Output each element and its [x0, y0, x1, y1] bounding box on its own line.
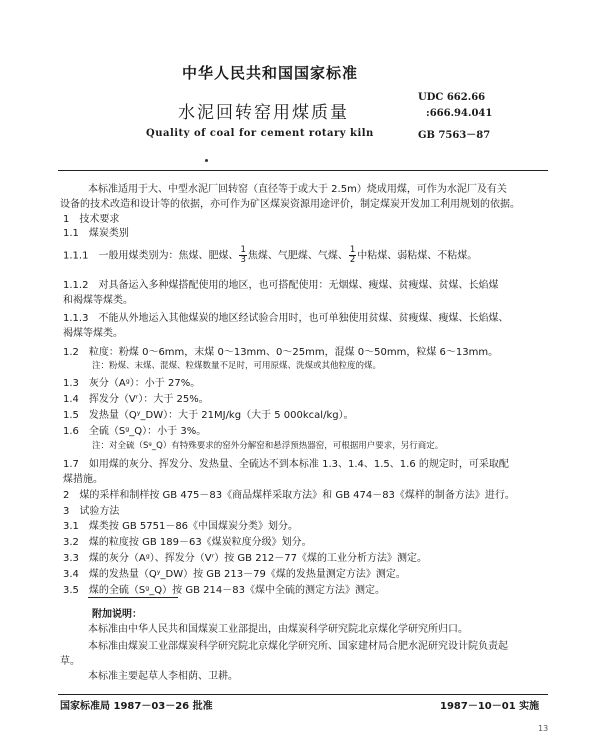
section-3-heading: 3 试验方法 — [63, 506, 120, 517]
footer-rule — [58, 694, 548, 695]
section-1-1-3-line-1: 1.1.3 不能从外地运入其他煤炭的地区经试验合用时，也可单独使用贫煤、贫瘦煤、瘦煤、长焰煤、 — [63, 313, 509, 324]
section-1-heading: 1 技术要求 — [63, 214, 120, 225]
section-1-1-1-text-b: 焦煤、气肥煤、气煤、 — [247, 250, 348, 262]
section-3-1: 3.1 煤类按 GB 5751－86《中国煤炭分类》划分。 — [63, 521, 299, 532]
page-number: 13 — [538, 724, 549, 733]
appendix-heading: 附加说明： — [92, 609, 142, 620]
section-1-3-ash: 1.3 灰分（Aᵍ）：小于 27%。 — [63, 378, 201, 389]
document-title: 水泥回转窑用煤质量 — [178, 103, 349, 123]
appendix-line-1: 本标准由中华人民共和国煤炭工业部提出，由煤炭科学研究院北京煤化学研究所归口。 — [88, 624, 468, 635]
standard-org-title: 中华人民共和国国家标准 — [182, 64, 359, 82]
note-2: 注：对全硫（Sᵍ_Q）有特殊要求的窑外分解窑和悬浮预热器窑，可根据用户要求，另行商定。 — [92, 441, 444, 451]
scan-dot — [205, 159, 208, 162]
section-1-4-volatile: 1.4 挥发分（Vʳ）：大于 25%。 — [63, 394, 209, 405]
section-1-1-2-line-1: 1.1.2 对具备运入多种煤搭配使用的地区，也可搭配使用：无烟煤、瘦煤、贫瘦煤、贫煤、长焰煤 — [63, 280, 499, 291]
section-1-1-1-text-a: 1.1.1 一般用煤类别为：焦煤、肥煤、 — [63, 250, 239, 262]
appendix-line-3: 本标准主要起草人李相荫、卫耕。 — [88, 671, 238, 682]
note-1: 注：粉煤、末煤、混煤、粒煤数量不足时，可用原煤、洗煤或其他粒度的煤。 — [92, 361, 382, 371]
header-rule — [58, 170, 548, 171]
section-1-1-heading: 1.1 煤炭类别 — [63, 228, 129, 239]
gb-number: GB 7563－87 — [418, 130, 491, 141]
section-3-5: 3.5 煤的全硫（Sᵍ_Q）按 GB 214－83《煤中全硫的测定方法》测定。 — [63, 585, 385, 596]
section-1-1-1 — [63, 246, 477, 265]
approval-date: 国家标准局 1987－03－26 批准 — [60, 701, 213, 712]
section-2-sampling: 2 煤的采样和制样按 GB 475－83《商品煤样采取方法》和 GB 474－83《煤样的制备方法》进行。 — [63, 490, 515, 501]
section-1-6-sulfur: 1.6 全硫（Sᵍ_Q）：小于 3%。 — [63, 426, 207, 437]
udc-code-cont: :666.94.041 — [426, 108, 493, 119]
appendix-rule — [88, 597, 178, 598]
section-1-1-3-line-2: 褐煤等煤类。 — [63, 328, 123, 339]
udc-code: UDC 662.66 — [418, 92, 486, 103]
document-title-en: Quality of coal for cement rotary kiln — [146, 128, 374, 139]
intro-line-1: 本标准适用于大、中型水泥厂回转窑（直径等于或大于 2.5m）烧成用煤，可作为水泥厂及有关 — [88, 184, 507, 195]
fraction-one-half: $\frac{1}{2}$ — [349, 245, 356, 265]
effective-date: 1987－10－01 实施 — [440, 701, 540, 712]
fraction-one-third: $\frac{1}{3}$ — [240, 245, 246, 265]
section-3-4: 3.4 煤的发热量（Qʸ_DW）按 GB 213－79《煤的发热量测定方法》测定。 — [63, 569, 406, 580]
section-1-1-1-text-c: 中粘煤、弱粘煤、不粘煤。 — [357, 250, 478, 262]
section-1-7-line-1: 1.7 如用煤的灰分、挥发分、发热量、全硫达不到本标准 1.3、1.4、1.5、1.6 的规定时，可采取配 — [63, 459, 509, 470]
appendix-line-2-cont: 草。 — [60, 656, 80, 667]
section-1-2-particle-size: 1.2 粒度：粉煤 0～6mm，末煤 0～13mm、0～25mm，混煤 0～50mm，粒煤 6～13mm。 — [63, 347, 499, 358]
section-3-2: 3.2 煤的粒度按 GB 189－63《煤炭粒度分级》划分。 — [63, 537, 312, 548]
appendix-line-2: 本标准由煤炭工业部煤炭科学研究院北京煤化学研究所、国家建材局合肥水泥研究设计院负责起 — [88, 641, 508, 652]
section-1-5-calorific: 1.5 发热量（Qʸ_DW）：大于 21MJ/kg（大于 5 000kcal/kg）。 — [63, 410, 354, 421]
section-1-1-2-line-2: 和褐煤等煤类。 — [63, 295, 133, 306]
section-3-3: 3.3 煤的灰分（Aᵍ）、挥发分（Vʳ）按 GB 212－77《煤的工业分析方法》测定。 — [63, 553, 428, 564]
intro-line-2: 设备的技术改造和设计等的依据，亦可作为矿区煤炭资源用途评价，制定煤炭开发加工利用规划的依据。 — [60, 199, 520, 210]
section-1-7-line-2: 煤措施。 — [63, 474, 103, 485]
